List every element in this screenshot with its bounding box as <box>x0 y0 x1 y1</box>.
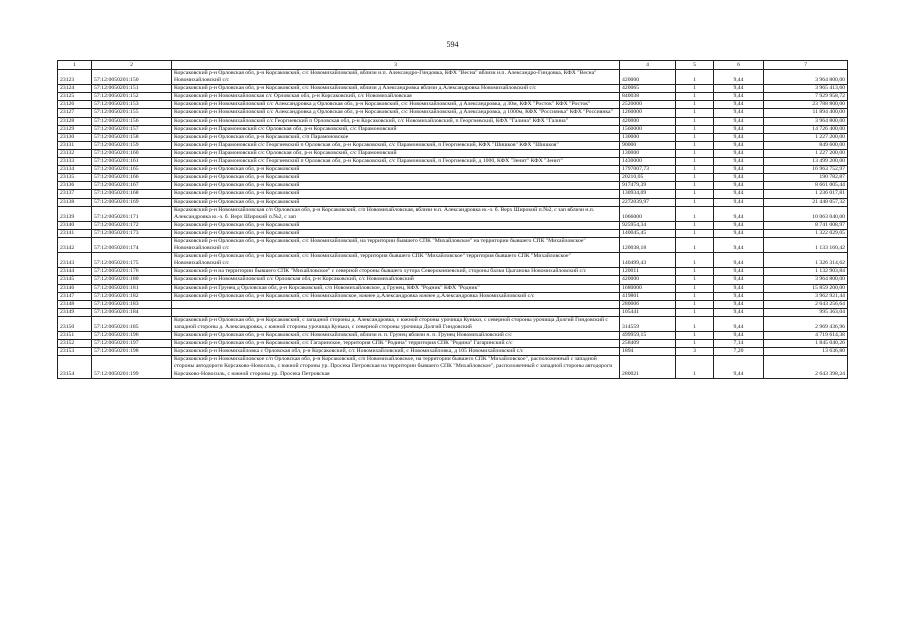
table-row <box>58 221 848 229</box>
location-description: Корсаковский р-н Парамоновский с/с Георгиевский п Орловская обл, р-н Корсаковский, с/с Парамоновский, п Георгиевский, д 1000, КФХ "Зенит" КФХ "Зенит" <box>172 158 620 166</box>
row-number: 23141 <box>58 229 92 237</box>
row-number: 23143 <box>58 253 92 268</box>
location-description: Корсаковский р-н Новомихайловская с/п Орловская обл, р-н Корсаковский, с/п Новомихайловская, вблизи н.п. Александровка ю.-з. б. Верх Широкий п.№2, с зап вблизи н.п. Александровка ю.-з. б. Верх Широкий п.№2, с зап <box>172 206 620 221</box>
location-description: Корсаковский р-н на территории бывшего СПК "Михайловское" с северной стороны бывшего хутора Северокнязевский, стороны балки Цыганова Новомихайловский с/с <box>172 268 620 276</box>
rate-coefficient: 9,44 <box>714 70 764 85</box>
rate-coefficient: 9,44 <box>714 149 764 157</box>
table-row <box>58 166 848 174</box>
cadastral-value: 1 227 200,00 <box>764 133 848 141</box>
area-value: 314559 <box>620 316 676 331</box>
rate-coefficient: 9,44 <box>714 85 764 93</box>
row-number: 23138 <box>58 198 92 206</box>
location-description: Корсаковский р-н Новомихайловский с/с Орловская обл, р-н Корсаковский, с/с Новомихайловский <box>172 276 620 284</box>
quantity: 1 <box>676 166 714 174</box>
cadastral-number: 57:12:0050201:197 <box>92 340 172 348</box>
cadastral-number: 57:12:0050201:175 <box>92 253 172 268</box>
area-value: 420065 <box>620 85 676 93</box>
row-number: 23133 <box>58 158 92 166</box>
cadastral-value: 13 636,80 <box>764 348 848 356</box>
row-number: 23136 <box>58 182 92 190</box>
table-row <box>58 182 848 190</box>
table-row <box>58 308 848 316</box>
area-value: 1066000 <box>620 206 676 221</box>
area-value: 420000 <box>620 117 676 125</box>
location-description: Корсаковский р-н Орловская обл, р-н Корсаковский <box>172 229 620 237</box>
area-value: 1430000 <box>620 158 676 166</box>
table-row <box>58 253 848 268</box>
rate-coefficient: 9,44 <box>714 316 764 331</box>
cadastral-value: 3 964 800,00 <box>764 117 848 125</box>
cadastral-value: 849 600,00 <box>764 141 848 149</box>
area-value: 120011 <box>620 268 676 276</box>
table-row <box>58 268 848 276</box>
cadastral-value: 1 845 040,26 <box>764 340 848 348</box>
row-number: 23130 <box>58 133 92 141</box>
row-number: 23145 <box>58 276 92 284</box>
quantity: 1 <box>676 158 714 166</box>
row-number: 23125 <box>58 93 92 101</box>
rate-coefficient: 9,44 <box>714 229 764 237</box>
rate-coefficient: 9,44 <box>714 284 764 292</box>
table-row <box>58 117 848 125</box>
table-row <box>58 316 848 331</box>
location-description: Корсаковский р-н Орловская обл, р-н Корсаковский, с/с Новомихайловский, вблизи н.п. Александро-Гиндовка, КФХ "Весна" вблизи н.п. Александро-Гиндовка, КФХ "Весна" Новомихайловский с/с <box>172 70 620 85</box>
table-row <box>58 101 848 109</box>
location-description: Корсаковский р-н Парамоновский с/с Орловская обл, р-н Корсаковский, с/с Парамоновский <box>172 125 620 133</box>
cadastral-number: 57:12:0050201:180 <box>92 276 172 284</box>
cadastral-value: 23 788 800,00 <box>764 101 848 109</box>
table-row <box>58 348 848 356</box>
cadastral-number: 57:12:0050201:152 <box>92 93 172 101</box>
table-row <box>58 70 848 85</box>
table-row <box>58 190 848 198</box>
cadastral-value: 13 499 200,00 <box>764 158 848 166</box>
area-value: 1797007,73 <box>620 166 676 174</box>
cadastral-number: 57:12:0050201:167 <box>92 182 172 190</box>
column-number-row <box>58 61 848 70</box>
cadastral-number: 57:12:0050201:158 <box>92 133 172 141</box>
row-number: 23126 <box>58 101 92 109</box>
table-row <box>58 198 848 206</box>
quantity: 1 <box>676 206 714 221</box>
table-row <box>58 158 848 166</box>
location-description: Корсаковский р-н Новомихайловка с Орловская обл, р-н Корсаковский, с/с Новомихайловский, с Новомихайловка, д 105 Новомихайловский с/с <box>172 348 620 356</box>
rate-coefficient: 9,44 <box>714 198 764 206</box>
table-row <box>58 292 848 300</box>
table-row <box>58 149 848 157</box>
cadastral-number: 57:12:0050201:168 <box>92 190 172 198</box>
area-value: 420000 <box>620 276 676 284</box>
row-number: 23147 <box>58 292 92 300</box>
cadastral-value: 1 227 200,00 <box>764 149 848 157</box>
quantity: 1 <box>676 149 714 157</box>
cadastral-value: 11 894 400,00 <box>764 109 848 117</box>
column-header: 5 <box>676 61 714 70</box>
quantity: 1 <box>676 229 714 237</box>
cadastral-value: 3 965 413,60 <box>764 85 848 93</box>
rate-coefficient: 9,44 <box>714 190 764 198</box>
location-description: Корсаковский р-н Орловская обл, р-н Корсаковский <box>172 174 620 182</box>
quantity: 1 <box>676 133 714 141</box>
quantity: 1 <box>676 308 714 316</box>
location-description: Корсаковский р-н Орловская обл, р-н Корсаковский, с/с Новомихайловское, южнее д.Александровка южнее д.Александровка Новомихайловский с/с <box>172 292 620 300</box>
table-row <box>58 229 848 237</box>
cadastral-number: 57:12:0050201:155 <box>92 109 172 117</box>
location-description: Корсаковский р-н Орловская обл, р-н Корсаковский <box>172 182 620 190</box>
quantity: 1 <box>676 356 714 378</box>
cadastral-number: 57:12:0050201:172 <box>92 221 172 229</box>
cadastral-value: 10 063 040,00 <box>764 206 848 221</box>
row-number: 23131 <box>58 141 92 149</box>
quantity: 1 <box>676 101 714 109</box>
table-row <box>58 85 848 93</box>
location-description: Корсаковский р-н Орловская обл, р-н Корсаковский <box>172 221 620 229</box>
quantity: 1 <box>676 190 714 198</box>
area-value: 130000 <box>620 149 676 157</box>
rate-coefficient: 9,44 <box>714 109 764 117</box>
table-body <box>58 70 848 379</box>
quantity: 1 <box>676 182 714 190</box>
rate-coefficient: 9,44 <box>714 253 764 268</box>
rate-coefficient: 9,44 <box>714 268 764 276</box>
area-value: 925954,34 <box>620 221 676 229</box>
table-row <box>58 125 848 133</box>
area-value: 120038,18 <box>620 237 676 252</box>
quantity: 1 <box>676 292 714 300</box>
area-value: 140045,45 <box>620 229 676 237</box>
cadastral-number: 57:12:0050201:199 <box>92 356 172 378</box>
cadastral-value: 2 643 256,64 <box>764 300 848 308</box>
row-number: 23142 <box>58 237 92 252</box>
location-description: Корсаковский р-н Орловская обл, р-н Корсаковский, с/с Новомихайловский, вблизи д Александровка вблизи д.Александровка Новомихайловский с/с <box>172 85 620 93</box>
area-value: 1894 <box>620 348 676 356</box>
location-description: Корсаковский р-н Парамоновский с/с Орловская обл, р-н Корсаковский, с/с Парамоновский <box>172 149 620 157</box>
cadastral-number: 57:12:0050201:169 <box>92 198 172 206</box>
column-header: 3 <box>172 61 620 70</box>
rate-coefficient: 9,44 <box>714 276 764 284</box>
location-description <box>172 308 620 316</box>
cadastral-number: 57:12:0050201:171 <box>92 206 172 221</box>
area-value: 419801 <box>620 292 676 300</box>
area-value: 420000 <box>620 70 676 85</box>
cadastral-value: 21 448 057,32 <box>764 198 848 206</box>
row-number: 23123 <box>58 70 92 85</box>
rate-coefficient: 9,44 <box>714 93 764 101</box>
row-number: 23137 <box>58 190 92 198</box>
quantity: 1 <box>676 268 714 276</box>
cadastral-value: 2 643 398,24 <box>764 356 848 378</box>
location-description: Корсаковский р-н Парамоновский с/с Георгиевский п Орловская обл, р-н Корсаковский, с/с Парамоновский, п Георгиевский, КФХ "Шишков" КФХ "Шишков" <box>172 141 620 149</box>
cadastral-number: 57:12:0050201:174 <box>92 237 172 252</box>
cadastral-value: 8 741 008,97 <box>764 221 848 229</box>
rate-coefficient: 9,44 <box>714 174 764 182</box>
cadastral-number: 57:12:0050201:160 <box>92 149 172 157</box>
location-description: Корсаковский р-н Новомихайловский с/с Александровка д Орловская обл, р-н Корсаковский, с/с Новомихайловский, д Александровка, д 30м, КФХ "Росток" КФХ "Росток" <box>172 101 620 109</box>
column-header: 2 <box>92 61 172 70</box>
row-number: 23154 <box>58 356 92 378</box>
rate-coefficient: 9,44 <box>714 125 764 133</box>
cadastral-number: 57:12:0050201:196 <box>92 332 172 340</box>
rate-coefficient: 9,44 <box>714 332 764 340</box>
location-description: Корсаковский р-н Орловская обл, р-н Корсаковский, с западной стороны д. Александровка, с южной стороны урочища Куньки, с северной стороны урочища Долгий Гиндовский с западной стороны д. Александровка, с южной стороны урочища Куньки, с северной стороны урочища Долгий Гиндовский <box>172 316 620 331</box>
row-number: 23152 <box>58 340 92 348</box>
location-description: Корсаковский р-н Орловская обл, р-н Корсаковский <box>172 166 620 174</box>
rate-coefficient: 9,44 <box>714 221 764 229</box>
quantity: 1 <box>676 85 714 93</box>
area-value: 1260000 <box>620 109 676 117</box>
location-description: Корсаковский р-н Орловская обл, р-н Корсаковский, с/с Новомихайловский, территория бывшего СПК "Михайловское" территория бывшего СПК "Михайловское" Новомихайловский с/с <box>172 253 620 268</box>
location-description: Корсаковский р-н Орловская обл, р-н Корсаковский, с/с Новомихайловский, на территории бывшего СПК "Михайловское" на территории бывшего СПК "Михайловское" Новомихайловский с/с <box>172 237 620 252</box>
area-value: 130000 <box>620 133 676 141</box>
location-description: Корсаковский р-н Орловская обл, р-н Корсаковский, с/п Парамоновское <box>172 133 620 141</box>
cadastral-number: 57:12:0050201:166 <box>92 174 172 182</box>
page-number: 594 <box>446 40 459 49</box>
rate-coefficient: 9,44 <box>714 206 764 221</box>
cadastral-value: 190 782,87 <box>764 174 848 182</box>
area-value: 280006 <box>620 300 676 308</box>
cadastral-number: 57:12:0050201:161 <box>92 158 172 166</box>
row-number: 23139 <box>58 206 92 221</box>
cadastral-number: 57:12:0050201:153 <box>92 101 172 109</box>
area-value: 2272039,97 <box>620 198 676 206</box>
cadastral-value: 3 964 800,00 <box>764 70 848 85</box>
row-number: 23148 <box>58 300 92 308</box>
cadastral-number: 57:12:0050201:173 <box>92 229 172 237</box>
table-row <box>58 109 848 117</box>
row-number: 23140 <box>58 221 92 229</box>
row-number: 23149 <box>58 308 92 316</box>
table-row <box>58 340 848 348</box>
quantity: 1 <box>676 93 714 101</box>
rate-coefficient: 7,14 <box>714 340 764 348</box>
row-number: 23151 <box>58 332 92 340</box>
area-value: 1560000 <box>620 125 676 133</box>
area-value: 130934,09 <box>620 190 676 198</box>
rate-coefficient: 9,44 <box>714 101 764 109</box>
cadastral-number: 57:12:0050201:182 <box>92 292 172 300</box>
row-number: 23132 <box>58 149 92 157</box>
quantity: 1 <box>676 316 714 331</box>
quantity: 1 <box>676 174 714 182</box>
land-registry-table <box>57 60 848 379</box>
cadastral-number: 57:12:0050201:157 <box>92 125 172 133</box>
rate-coefficient: 9,44 <box>714 356 764 378</box>
cadastral-number: 57:12:0050201:181 <box>92 284 172 292</box>
location-description: Корсаковский р-н Новомихайловская с/с Орловская обл, р-н Корсаковский, с/с Новомихайловская <box>172 93 620 101</box>
cadastral-value: 1 236 017,81 <box>764 190 848 198</box>
quantity: 1 <box>676 117 714 125</box>
location-description: Корсаковский р-н Новомихайловский с/с Александровка д Орловская обл, р-н Корсаковский, с/с Новомихайловский, д Александровка, д 1000м, КФХ "Россиянка" КФХ "Россиянка" <box>172 109 620 117</box>
quantity: 1 <box>676 125 714 133</box>
cadastral-number: 57:12:0050201:165 <box>92 166 172 174</box>
row-number: 23150 <box>58 316 92 331</box>
rate-coefficient: 9,44 <box>714 182 764 190</box>
row-number: 23128 <box>58 117 92 125</box>
rate-coefficient: 7,20 <box>714 348 764 356</box>
table-row <box>58 300 848 308</box>
cadastral-number: 57:12:0050201:159 <box>92 141 172 149</box>
cadastral-number: 57:12:0050201:150 <box>92 70 172 85</box>
area-value: 258409 <box>620 340 676 348</box>
location-description <box>172 300 620 308</box>
row-number: 23146 <box>58 284 92 292</box>
area-value: 499959,15 <box>620 332 676 340</box>
cadastral-number: 57:12:0050201:176 <box>92 268 172 276</box>
quantity: 1 <box>676 221 714 229</box>
quantity: 1 <box>676 70 714 85</box>
cadastral-number: 57:12:0050201:184 <box>92 308 172 316</box>
cadastral-value: 4 719 614,38 <box>764 332 848 340</box>
row-number: 23124 <box>58 85 92 93</box>
column-header: 1 <box>58 61 92 70</box>
quantity: 1 <box>676 109 714 117</box>
table-row <box>58 206 848 221</box>
area-value: 840038 <box>620 93 676 101</box>
rate-coefficient: 9,44 <box>714 117 764 125</box>
column-header: 4 <box>620 61 676 70</box>
table-row <box>58 141 848 149</box>
quantity: 1 <box>676 237 714 252</box>
table-row <box>58 332 848 340</box>
table-row <box>58 356 848 378</box>
row-number: 23127 <box>58 109 92 117</box>
quantity: 3 <box>676 348 714 356</box>
cadastral-value: 8 661 005,44 <box>764 182 848 190</box>
table-row <box>58 237 848 252</box>
table-row <box>58 276 848 284</box>
quantity: 1 <box>676 300 714 308</box>
cadastral-value: 16 963 752,97 <box>764 166 848 174</box>
table-row <box>58 133 848 141</box>
rate-coefficient: 9,44 <box>714 133 764 141</box>
location-description: Корсаковский р-н Орловская обл, р-н Корсаковский, с/с Новомихайловский, вблизи н. п. Грунец вблизи н. п. Грунец Новомихайловский с/с <box>172 332 620 340</box>
rate-coefficient: 9,44 <box>714 166 764 174</box>
row-number: 23134 <box>58 166 92 174</box>
cadastral-number: 57:12:0050201:183 <box>92 300 172 308</box>
cadastral-value: 995 363,04 <box>764 308 848 316</box>
cadastral-value: 15 859 200,00 <box>764 284 848 292</box>
rate-coefficient: 9,44 <box>714 308 764 316</box>
location-description: Корсаковский р-н Грунец д Орловская обл, р-н Корсаковский, с/п Новомихайловское, д Грунец, КФХ "Родник" КФХ "Родник" <box>172 284 620 292</box>
location-description: Корсаковский р-н Орловская обл, р-н Корсаковский <box>172 190 620 198</box>
location-description: Корсаковский р-н Новомихайловский с/с Георгиевский п Орловская обл, р-н Корсаковский, с/с Новомихайловский, п Георгиевский, КФХ "Галина" КФХ "Галина" <box>172 117 620 125</box>
cadastral-value: 3 962 921,44 <box>764 292 848 300</box>
table-row <box>58 174 848 182</box>
quantity: 1 <box>676 198 714 206</box>
cadastral-number: 57:12:0050201:151 <box>92 85 172 93</box>
table-row <box>58 93 848 101</box>
column-header: 7 <box>764 61 848 70</box>
quantity: 1 <box>676 253 714 268</box>
area-value: 2520000 <box>620 101 676 109</box>
location-description: Корсаковский р-н Орловская обл, р-н Корсаковский, с/с Гагаринское, территория СПК "Родина" территория СПК "Родина" Гагаринский с/с <box>172 340 620 348</box>
area-value: 20210,05 <box>620 174 676 182</box>
cadastral-value: 3 964 800,00 <box>764 276 848 284</box>
rate-coefficient: 9,44 <box>714 141 764 149</box>
cadastral-value: 14 726 400,00 <box>764 125 848 133</box>
quantity: 1 <box>676 332 714 340</box>
cadastral-value: 1 322 029,05 <box>764 229 848 237</box>
cadastral-value: 2 969 436,96 <box>764 316 848 331</box>
area-value: 105441 <box>620 308 676 316</box>
quantity: 1 <box>676 276 714 284</box>
location-description: Корсаковский р-н Новомихайловское с/п Орловская обл, р-н Корсаковский, с/п Новомихайловское, на территории бывшего СПК "Михайловское", расположенный с западной стороны автодороги Корсаково-Новосиль, с южной стороны ур. Просека Петровская на территории бывшего СПК "Михайловское", расположенный с западной стороны автодороги Корсаково-Новосиль, с южной стороны ур. Просека Петровская <box>172 356 620 378</box>
cadastral-value: 1 326 314,62 <box>764 253 848 268</box>
quantity: 1 <box>676 141 714 149</box>
quantity: 1 <box>676 284 714 292</box>
row-number: 23135 <box>58 174 92 182</box>
rate-coefficient: 9,44 <box>714 300 764 308</box>
location-description: Корсаковский р-н Орловская обл, р-н Корсаковский <box>172 198 620 206</box>
cadastral-value: 7 929 958,72 <box>764 93 848 101</box>
rate-coefficient: 9,44 <box>714 237 764 252</box>
area-value: 1680000 <box>620 284 676 292</box>
column-header: 6 <box>714 61 764 70</box>
area-value: 140499,43 <box>620 253 676 268</box>
rate-coefficient: 9,44 <box>714 292 764 300</box>
cadastral-value: 1 132 903,84 <box>764 268 848 276</box>
cadastral-number: 57:12:0050201:198 <box>92 348 172 356</box>
quantity: 1 <box>676 340 714 348</box>
area-value: 280021 <box>620 356 676 378</box>
area-value: 90000 <box>620 141 676 149</box>
cadastral-value: 1 133 160,42 <box>764 237 848 252</box>
cadastral-number: 57:12:0050201:185 <box>92 316 172 331</box>
row-number: 23129 <box>58 125 92 133</box>
cadastral-number: 57:12:0050201:156 <box>92 117 172 125</box>
table-row <box>58 284 848 292</box>
row-number: 23153 <box>58 348 92 356</box>
rate-coefficient: 9,44 <box>714 158 764 166</box>
row-number: 23144 <box>58 268 92 276</box>
area-value: 917479,39 <box>620 182 676 190</box>
